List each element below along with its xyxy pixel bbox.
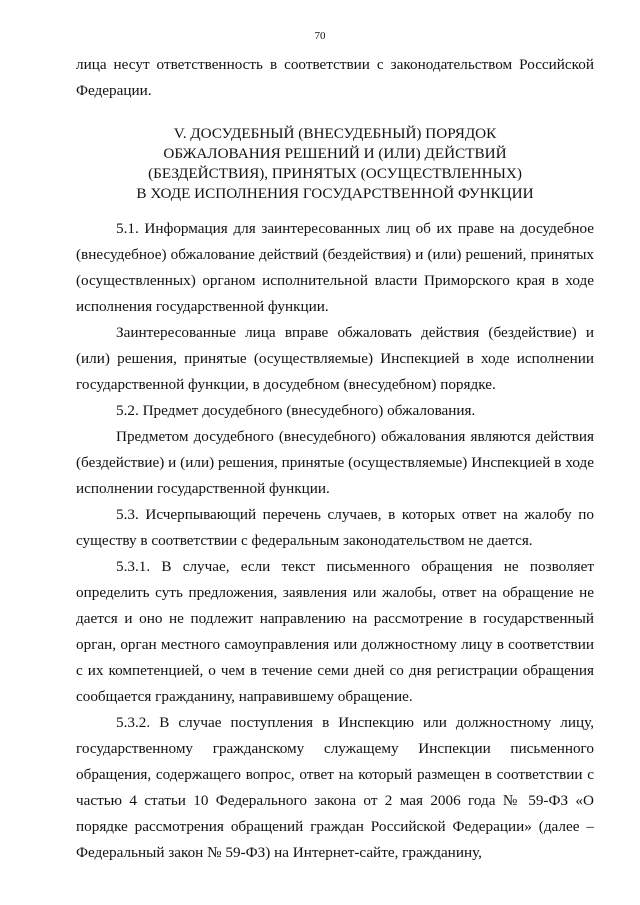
intro-paragraph: лица несут ответственность в соответствии с законодательством Российской Федерации. [76,56,594,99]
paragraph-interested-parties: Заинтересованные лица вправе обжаловать действия (бездействие) и (или) решения, принятые (осуществляемые) Инспекцией в ходе исполнении государственной функции, в досудебном (внесудебном) порядке. [76,324,594,393]
paragraph-5-3-2: 5.3.2. В случае поступления в Инспекцию или должностному лицу, государственному гражданскому служащему Инспекции письменного обращения, содержащего вопрос, ответ на который размещен в соответствии с частью 4 статьи 10 Федерального закона от 2 мая 2006 года № 59-ФЗ «О порядке рассмотрения обращений граждан Российской Федерации» (далее – Федеральный закон № 59-ФЗ) на Интернет-сайте, гражданину, [76,714,594,861]
document-body [76,52,594,866]
paragraph-5-1: 5.1. Информация для заинтересованных лиц об их праве на досудебное (внесудебное) обжалование действий (бездействия) и (или) решений, принятых (осуществленных) органом исполнительной власти Приморского края в ходе исполнения государственной функции. [76,220,594,315]
page-number: 70 [314,30,326,42]
paragraph-5-2: 5.2. Предмет досудебного (внесудебного) обжалования. [116,402,476,419]
section-title-line: (БЕЗДЕЙСТВИЯ), ПРИНЯТЫХ (ОСУЩЕСТВЛЕННЫХ) [148,165,522,182]
section-title [76,124,594,204]
section-title-line: V. ДОСУДЕБНЫЙ (ВНЕСУДЕБНЫЙ) ПОРЯДОК [173,125,497,142]
paragraph-subject: Предметом досудебного (внесудебного) обжалования являются действия (бездействие) и (или) решения, принятые (осуществляемые) Инспекцией в ходе исполнении государственной функции. [76,428,594,497]
section-title-line: ОБЖАЛОВАНИЯ РЕШЕНИЙ И (ИЛИ) ДЕЙСТВИЙ [163,145,507,162]
paragraph-5-3: 5.3. Исчерпывающий перечень случаев, в которых ответ на жалобу по существу в соответствии с федеральным законодательством не дается. [76,506,594,549]
paragraph-5-3-1: 5.3.1. В случае, если текст письменного обращения не позволяет определить суть предложения, заявления или жалобы, ответ на обращение не дается и оно не подлежит направлению на рассмотрение в государственный орган, орган местного самоуправления или должностному лицу в соответствии с их компетенцией, о чем в течение семи дней со дня регистрации обращения сообщается гражданину, направившему обращение. [76,558,594,705]
section-title-line: В ХОДЕ ИСПОЛНЕНИЯ ГОСУДАРСТВЕННОЙ ФУНКЦИИ [136,185,534,202]
